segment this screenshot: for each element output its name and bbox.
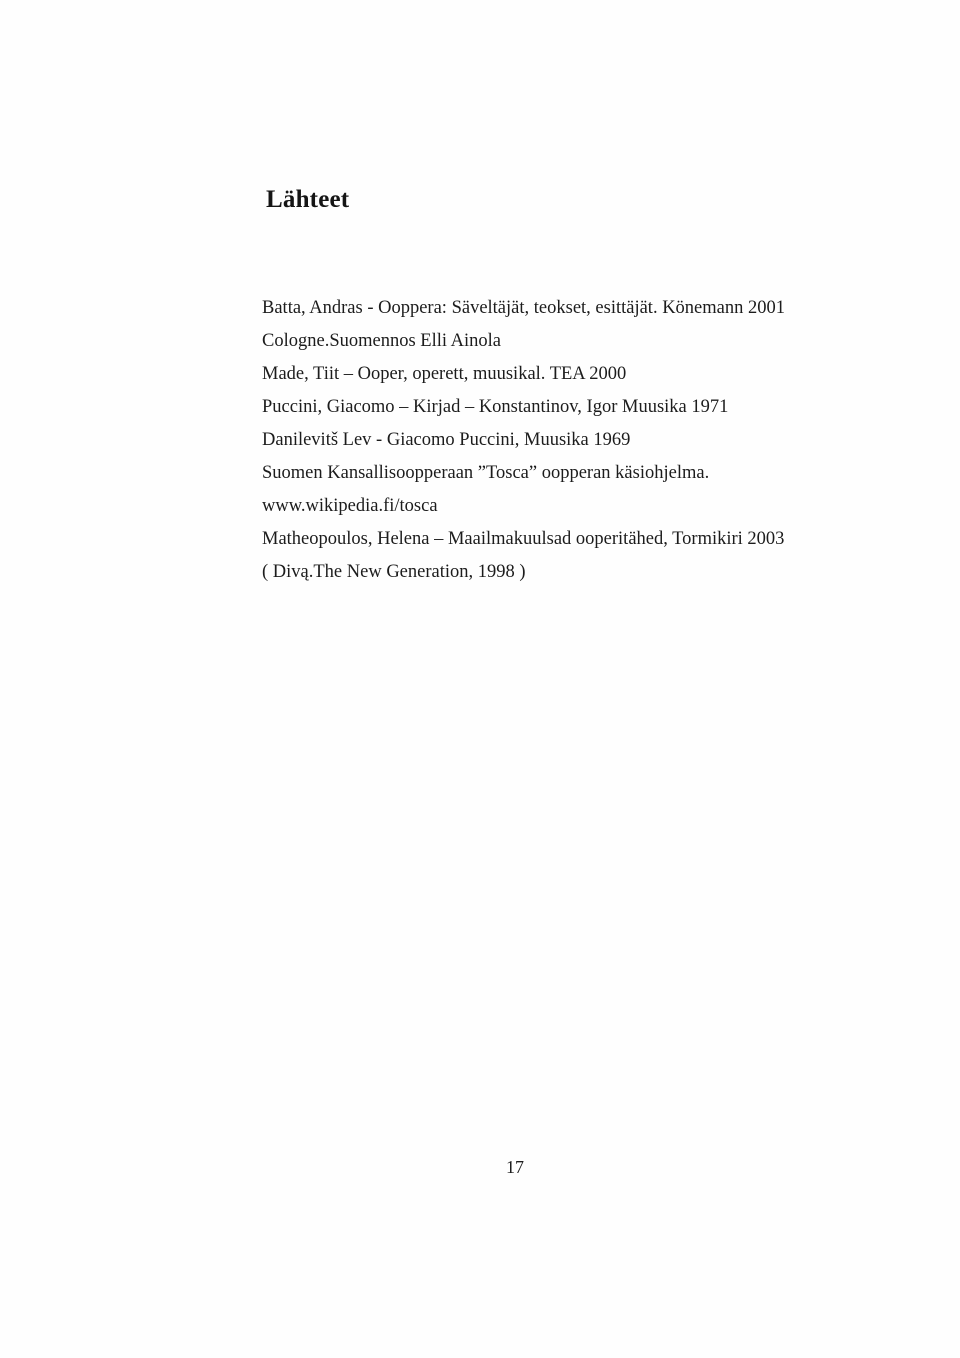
reference-item: Made, Tiit – Ooper, operett, muusikal. TEA 2000 (262, 364, 627, 384)
reference-item: Cologne.Suomennos Elli Ainola (262, 331, 501, 351)
reference-item: Puccini, Giacomo – Kirjad – Konstantinov, Igor Muusika 1971 (262, 397, 729, 417)
reference-list (262, 292, 862, 589)
reference-item: Suomen Kansallisoopperaan ”Tosca” oopperan käsiohjelma. (262, 463, 710, 483)
reference-item: Danilevitš Lev - Giacomo Puccini, Muusika 1969 (262, 430, 631, 450)
page-number: 17 (506, 1157, 524, 1177)
reference-item: Batta, Andras - Ooppera: Säveltäjät, teokset, esittäjät. Könemann 2001 (262, 298, 785, 318)
reference-item: Matheopoulos, Helena – Maailmakuulsad ooperitähed, Tormikiri 2003 (262, 529, 785, 549)
reference-item: www.wikipedia.fi/tosca (262, 496, 438, 516)
page-title: Lähteet (266, 186, 350, 213)
reference-item: ( Divą.The New Generation, 1998 ) (262, 562, 526, 582)
